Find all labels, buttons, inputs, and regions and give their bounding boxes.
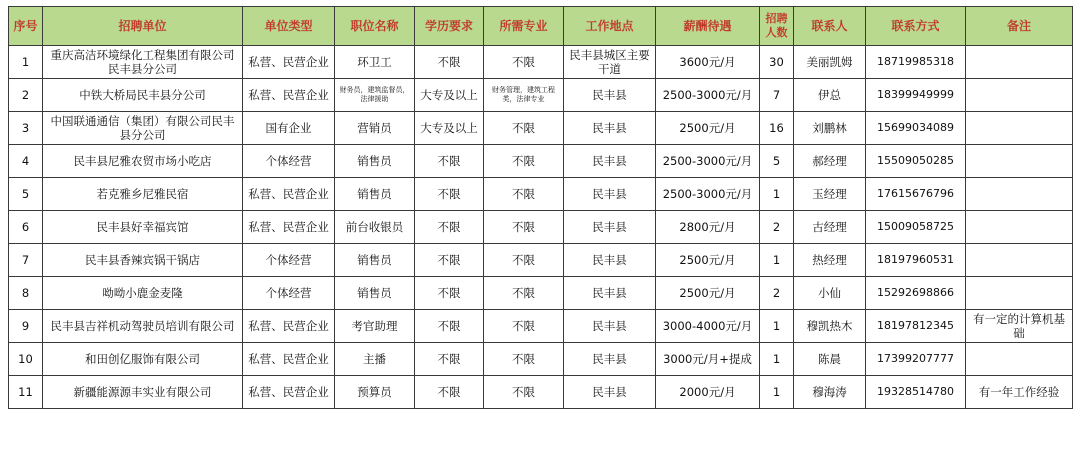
- seq-cell: 4: [9, 145, 43, 178]
- column-header: 序号: [9, 7, 43, 46]
- seq-cell: 1: [9, 46, 43, 79]
- headcount-cell: 7: [760, 79, 794, 112]
- contact-person-cell: 美丽凯姆: [794, 46, 866, 79]
- major-cell: 不限: [484, 112, 564, 145]
- seq-cell: 11: [9, 376, 43, 409]
- unit-type-cell: 个体经营: [243, 244, 335, 277]
- unit-type-cell: 个体经营: [243, 145, 335, 178]
- position-cell: 销售员: [335, 244, 415, 277]
- remark-cell: [966, 343, 1073, 376]
- education-cell: 不限: [415, 178, 484, 211]
- position-cell: 财务员，建筑监督员，法律援助: [335, 79, 415, 112]
- remark-cell: [966, 211, 1073, 244]
- phone-cell: 18719985318: [866, 46, 966, 79]
- major-cell: 不限: [484, 178, 564, 211]
- seq-cell: 2: [9, 79, 43, 112]
- employer-cell: 民丰县尼雅农贸市场小吃店: [43, 145, 243, 178]
- phone-cell: 18197812345: [866, 310, 966, 343]
- phone-cell: 17399207777: [866, 343, 966, 376]
- position-cell: 前台收银员: [335, 211, 415, 244]
- position-cell: 销售员: [335, 145, 415, 178]
- remark-cell: [966, 178, 1073, 211]
- unit-type-cell: 私营、民营企业: [243, 310, 335, 343]
- education-cell: 不限: [415, 244, 484, 277]
- seq-cell: 3: [9, 112, 43, 145]
- education-cell: 不限: [415, 46, 484, 79]
- major-cell: 不限: [484, 46, 564, 79]
- headcount-cell: 16: [760, 112, 794, 145]
- headcount-cell: 2: [760, 211, 794, 244]
- headcount-cell: 1: [760, 178, 794, 211]
- employer-cell: 若克雅乡尼雅民宿: [43, 178, 243, 211]
- table-row: [9, 343, 1073, 376]
- phone-cell: 15009058725: [866, 211, 966, 244]
- table-row: [9, 244, 1073, 277]
- phone-cell: 18197960531: [866, 244, 966, 277]
- employer-cell: 新疆能源源丰实业有限公司: [43, 376, 243, 409]
- contact-person-cell: 小仙: [794, 277, 866, 310]
- unit-type-cell: 私营、民营企业: [243, 46, 335, 79]
- table-body: [9, 46, 1073, 409]
- position-cell: 考官助理: [335, 310, 415, 343]
- salary-cell: 2800元/月: [656, 211, 760, 244]
- headcount-cell: 5: [760, 145, 794, 178]
- table-row: [9, 79, 1073, 112]
- position-cell: 销售员: [335, 277, 415, 310]
- employer-cell: 中国联通通信（集团）有限公司民丰县分公司: [43, 112, 243, 145]
- header-row: [9, 7, 1073, 46]
- education-cell: 不限: [415, 343, 484, 376]
- position-cell: 预算员: [335, 376, 415, 409]
- salary-cell: 2500-3000元/月: [656, 79, 760, 112]
- unit-type-cell: 私营、民营企业: [243, 79, 335, 112]
- salary-cell: 2500-3000元/月: [656, 178, 760, 211]
- unit-type-cell: 私营、民营企业: [243, 343, 335, 376]
- contact-person-cell: 穆海涛: [794, 376, 866, 409]
- contact-person-cell: 古经理: [794, 211, 866, 244]
- seq-cell: 8: [9, 277, 43, 310]
- employer-cell: 民丰县吉祥机动驾驶员培训有限公司: [43, 310, 243, 343]
- major-cell: 不限: [484, 376, 564, 409]
- salary-cell: 3000-4000元/月: [656, 310, 760, 343]
- table-row: [9, 376, 1073, 409]
- recruitment-table-wrapper: [8, 6, 1073, 409]
- major-cell: 不限: [484, 310, 564, 343]
- education-cell: 不限: [415, 145, 484, 178]
- contact-person-cell: 刘鹏林: [794, 112, 866, 145]
- phone-cell: 19328514780: [866, 376, 966, 409]
- column-header: 职位名称: [335, 7, 415, 46]
- headcount-cell: 2: [760, 277, 794, 310]
- remark-cell: 有一定的计算机基础: [966, 310, 1073, 343]
- headcount-cell: 1: [760, 244, 794, 277]
- column-header: 联系人: [794, 7, 866, 46]
- table-row: [9, 178, 1073, 211]
- employer-cell: 呦呦小鹿金麦隆: [43, 277, 243, 310]
- column-header: 联系方式: [866, 7, 966, 46]
- unit-type-cell: 国有企业: [243, 112, 335, 145]
- employer-cell: 民丰县香辣宾锅干锅店: [43, 244, 243, 277]
- salary-cell: 2500元/月: [656, 277, 760, 310]
- education-cell: 不限: [415, 277, 484, 310]
- location-cell: 民丰县: [564, 145, 656, 178]
- column-header: 单位类型: [243, 7, 335, 46]
- remark-cell: [966, 46, 1073, 79]
- employer-cell: 重庆高洁环境绿化工程集团有限公司民丰县分公司: [43, 46, 243, 79]
- major-cell: 不限: [484, 343, 564, 376]
- salary-cell: 3000元/月+提成: [656, 343, 760, 376]
- headcount-cell: 1: [760, 343, 794, 376]
- location-cell: 民丰县: [564, 310, 656, 343]
- column-header: 工作地点: [564, 7, 656, 46]
- position-cell: 主播: [335, 343, 415, 376]
- contact-person-cell: 玉经理: [794, 178, 866, 211]
- location-cell: 民丰县: [564, 178, 656, 211]
- column-header: 所需专业: [484, 7, 564, 46]
- salary-cell: 2500元/月: [656, 244, 760, 277]
- remark-cell: 有一年工作经验: [966, 376, 1073, 409]
- table-row: [9, 310, 1073, 343]
- column-header: 招聘单位: [43, 7, 243, 46]
- remark-cell: [966, 79, 1073, 112]
- education-cell: 不限: [415, 310, 484, 343]
- salary-cell: 2500元/月: [656, 112, 760, 145]
- location-cell: 民丰县: [564, 376, 656, 409]
- phone-cell: 15699034089: [866, 112, 966, 145]
- contact-person-cell: 伊总: [794, 79, 866, 112]
- salary-cell: 3600元/月: [656, 46, 760, 79]
- column-header: 薪酬待遇: [656, 7, 760, 46]
- major-cell: 不限: [484, 211, 564, 244]
- major-cell: 不限: [484, 244, 564, 277]
- column-header: 招聘人数: [760, 7, 794, 46]
- remark-cell: [966, 244, 1073, 277]
- unit-type-cell: 私营、民营企业: [243, 376, 335, 409]
- employer-cell: 和田创亿服饰有限公司: [43, 343, 243, 376]
- headcount-cell: 30: [760, 46, 794, 79]
- contact-person-cell: 陈晨: [794, 343, 866, 376]
- location-cell: 民丰县城区主要干道: [564, 46, 656, 79]
- phone-cell: 18399949999: [866, 79, 966, 112]
- education-cell: 大专及以上: [415, 112, 484, 145]
- remark-cell: [966, 277, 1073, 310]
- major-cell: 财务管理，建筑工程类，法律专业: [484, 79, 564, 112]
- table-row: [9, 46, 1073, 79]
- seq-cell: 7: [9, 244, 43, 277]
- remark-cell: [966, 112, 1073, 145]
- major-cell: 不限: [484, 277, 564, 310]
- position-cell: 环卫工: [335, 46, 415, 79]
- location-cell: 民丰县: [564, 277, 656, 310]
- education-cell: 不限: [415, 211, 484, 244]
- location-cell: 民丰县: [564, 211, 656, 244]
- location-cell: 民丰县: [564, 244, 656, 277]
- location-cell: 民丰县: [564, 112, 656, 145]
- column-header: 备注: [966, 7, 1073, 46]
- column-header: 学历要求: [415, 7, 484, 46]
- contact-person-cell: 穆凯热木: [794, 310, 866, 343]
- contact-person-cell: 热经理: [794, 244, 866, 277]
- education-cell: 不限: [415, 376, 484, 409]
- location-cell: 民丰县: [564, 343, 656, 376]
- table-row: [9, 145, 1073, 178]
- recruitment-table: [8, 6, 1073, 409]
- table-row: [9, 211, 1073, 244]
- unit-type-cell: 个体经营: [243, 277, 335, 310]
- salary-cell: 2500-3000元/月: [656, 145, 760, 178]
- position-cell: 营销员: [335, 112, 415, 145]
- employer-cell: 民丰县好幸福宾馆: [43, 211, 243, 244]
- unit-type-cell: 私营、民营企业: [243, 211, 335, 244]
- seq-cell: 5: [9, 178, 43, 211]
- phone-cell: 17615676796: [866, 178, 966, 211]
- headcount-cell: 1: [760, 310, 794, 343]
- phone-cell: 15292698866: [866, 277, 966, 310]
- major-cell: 不限: [484, 145, 564, 178]
- seq-cell: 10: [9, 343, 43, 376]
- remark-cell: [966, 145, 1073, 178]
- employer-cell: 中铁大桥局民丰县分公司: [43, 79, 243, 112]
- table-row: [9, 112, 1073, 145]
- table-row: [9, 277, 1073, 310]
- unit-type-cell: 私营、民营企业: [243, 178, 335, 211]
- phone-cell: 15509050285: [866, 145, 966, 178]
- position-cell: 销售员: [335, 178, 415, 211]
- education-cell: 大专及以上: [415, 79, 484, 112]
- salary-cell: 2000元/月: [656, 376, 760, 409]
- seq-cell: 9: [9, 310, 43, 343]
- headcount-cell: 1: [760, 376, 794, 409]
- seq-cell: 6: [9, 211, 43, 244]
- location-cell: 民丰县: [564, 79, 656, 112]
- contact-person-cell: 郝经理: [794, 145, 866, 178]
